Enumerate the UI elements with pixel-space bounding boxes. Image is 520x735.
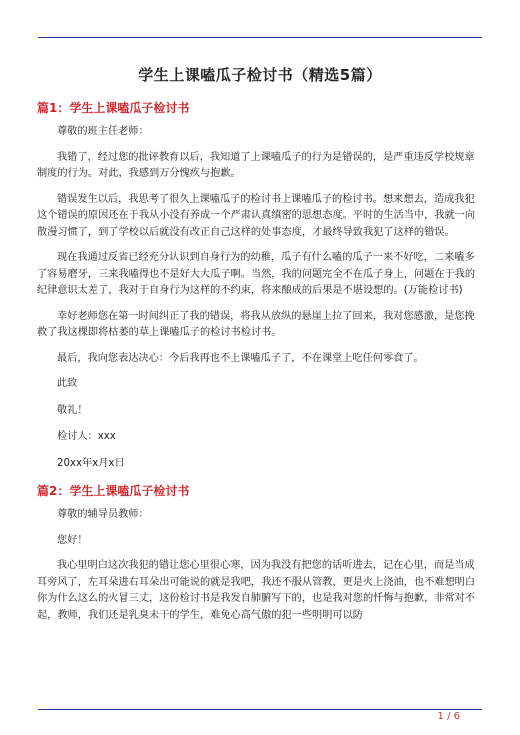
body-paragraph: 现在我通过反省已经充分认识到自身行为的幼稚，瓜子有什么嗑的瓜子一来不好吃，二来嗑多了容易磨牙，三来我嗑得也不是好大大瓜子啊。当然，我的问题完全不在瓜子身上，问题在于我的纪律意识太差了，我对于自身行为这样的不约束，将来酿成的后果是不堪设想的。(万能检讨书) bbox=[37, 252, 476, 296]
document-title: 学生上课嗑瓜子检讨书（精选5篇） bbox=[138, 66, 382, 84]
document-body bbox=[37, 64, 483, 633]
salutation: 尊敬的辅导员教师： bbox=[57, 509, 149, 520]
closing-line: 此致 bbox=[57, 378, 78, 389]
date-line: 20xx年x月x日 bbox=[57, 457, 125, 469]
section-heading-2: 篇2：学生上课嗑瓜子检讨书 bbox=[37, 484, 190, 498]
footer-rule bbox=[38, 709, 482, 710]
section-heading-1: 篇1：学生上课嗑瓜子检讨书 bbox=[37, 101, 190, 115]
signature-line: 检讨人：xxx bbox=[57, 431, 116, 442]
body-paragraph: 错误发生以后，我思考了很久上课嗑瓜子的检讨书上课嗑瓜子的检讨书。想来想去，造成我犯这个错误的原因还在于我从小没有养成一个严肃认真缜密的思想态度。平时的生活当中，我就一向散漫习惯了，到了学校以后就没有改正自己这样的处事态度，才最终导致我犯了这样的错误。 bbox=[37, 193, 476, 238]
body-paragraph: 我错了，经过您的批评教育以后，我知道了上课嗑瓜子的行为是错误的，是严重违反学校规章制度的行为。对此，我感到万分愧疚与抱歉。 bbox=[37, 151, 475, 179]
greeting: 您好！ bbox=[57, 534, 88, 546]
body-paragraph: 我心里明白这次我犯的错让您心里很心寒，因为我没有把您的话听进去，记在心里，而是当成耳旁风了，左耳朵进右耳朵出可能说的就是我吧，我还不服从管教，更是火上浇油，也不难想明白你为什么这么的火冒三丈，这份检讨书是我发自肺腑写下的，也是我对您的忏悔与抱歉，非常对不起，教师，我们还是乳臭未干的学生，难免心高气傲的犯一些明明可以防 bbox=[37, 560, 476, 621]
closing-line: 敬礼！ bbox=[57, 404, 88, 416]
header-rule bbox=[38, 37, 482, 38]
salutation: 尊敬的班主任老师： bbox=[57, 126, 149, 137]
body-paragraph: 幸好老师您在第一时间纠正了我的错误，将我从放纵的悬崖上拉了回来，我对您感激，是您挽救了我这棵即将枯萎的草上课嗑瓜子的检讨书检讨书。 bbox=[37, 310, 475, 338]
page-number: 1 / 6 bbox=[437, 711, 460, 722]
body-paragraph: 最后，我向您表达决心：今后我再也不上课嗑瓜子了，不在课堂上吃任何零食了。 bbox=[57, 352, 424, 364]
